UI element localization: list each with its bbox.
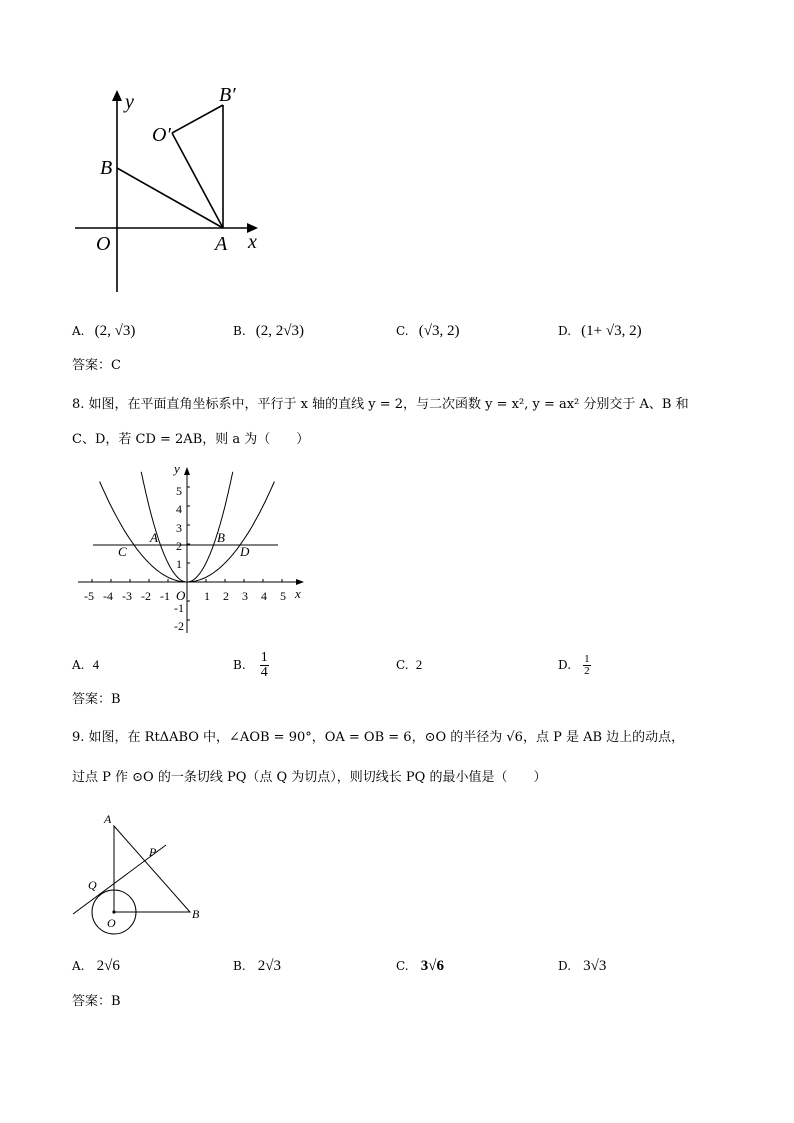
y-tick-label: 1 [176,557,182,571]
numerator: 1 [584,653,590,665]
q9-option-c[interactable] [396,956,444,977]
option-letter: C. [396,658,409,672]
label-B: B [192,907,200,921]
q9-line-1: 9. 如图，在 RtΔABO 中，∠AOB = 90°，OA = OB = 6，⊙O 的半径为 √6，点 P 是 AB 边上的动点， [72,730,685,745]
x-tick-label: 3 [242,589,248,603]
x-tick-label: 1 [204,589,210,603]
option-letter: D. [558,658,572,672]
denominator: 4 [260,665,268,680]
x-tick-label: 5 [280,589,286,603]
fraction-one-half [583,654,591,677]
q9-line-2: 过点 P 作 ⊙O 的一条切线 PQ（点 Q 为切点），则切线长 PQ 的最小值是（ ） [72,770,547,785]
option-value: 4 [92,657,100,672]
origin-label: O [176,588,186,603]
q9-option-a[interactable] [72,956,120,977]
y-tick-label: 2 [176,539,182,553]
q7-answer: 答案：C [72,358,121,373]
q7-option-c[interactable] [396,321,459,342]
q8-option-a[interactable] [72,655,99,676]
option-letter: A. [72,658,85,672]
option-value: 2 [415,657,423,672]
point-label-A: A [150,530,158,545]
y-tick-label: -1 [174,601,184,615]
q9-option-b[interactable] [233,956,281,977]
point-label-C: C [118,544,127,559]
label-y: y [125,91,134,113]
q7-option-d[interactable] [558,321,642,342]
axis-label-y: y [174,461,180,476]
q8-line-2: C、D，若 CD = 2AB，则 a 为（ ） [72,432,310,447]
label-x: x [248,231,257,253]
q9-answer: 答案：B [72,994,121,1009]
option-letter: C. [396,324,409,338]
option-letter: B. [233,959,246,973]
triangle-ABO [114,826,190,912]
y-tick-label: -2 [174,619,184,633]
x-tick-label: -5 [84,589,94,603]
point-label-B: B [217,530,225,545]
y-tick-label: 5 [176,484,182,498]
y-axis-arrow-icon [184,467,190,475]
option-letter: D. [558,959,572,973]
q9-option-d[interactable] [558,956,606,977]
option-value: (√3, 2) [418,323,460,339]
fraction-one-quarter [260,651,269,680]
x-tick-label: -2 [141,589,151,603]
axis-label-x: x [295,586,301,601]
x-axis-arrow-icon [296,579,304,585]
y-tick-label: 3 [176,521,182,535]
y-axis-arrow-icon [112,90,122,101]
x-tick-label: -3 [122,589,132,603]
option-value: 3√3 [583,958,607,974]
option-letter: B. [233,324,246,338]
segment-B-prime-O-prime [172,105,223,133]
x-tick-label: 2 [223,589,229,603]
option-letter: A. [72,959,85,973]
q7-option-b[interactable] [233,321,304,342]
denominator: 2 [584,665,590,677]
label-O-prime: O′ [152,124,171,146]
label-B-prime: B′ [219,84,236,106]
label-Q: Q [88,878,97,892]
option-value: 2√6 [96,958,120,974]
x-tick-label: -4 [103,589,113,603]
label-A: A [215,233,228,255]
label-A: A [104,812,112,826]
figure-q7 [0,0,794,320]
q8-line-1: 8. 如图，在平面直角坐标系中，平行于 x 轴的直线 y = 2，与二次函数 y = x², y = ax² 分别交于 A、B 和 [72,397,689,412]
label-O: O [96,233,111,255]
option-letter: C. [396,959,409,973]
option-value: (2, √3) [94,323,136,339]
q8-option-d[interactable] [558,648,591,683]
y-tick-label: 4 [176,502,182,516]
x-tick-label: 4 [261,589,267,603]
numerator: 1 [260,650,268,665]
q8-option-c[interactable] [396,655,422,676]
q7-option-a[interactable] [72,321,135,342]
option-letter: A. [72,324,85,338]
option-value: 3√6 [420,958,444,974]
label-O: O [107,916,116,930]
option-value: (2, 2√3) [255,323,305,339]
option-letter: B. [233,658,246,672]
q8-answer: 答案：B [72,692,121,707]
option-letter: D. [558,324,572,338]
center-dot-O [112,910,115,913]
label-B: B [100,157,113,179]
point-label-D: D [240,544,250,559]
q8-option-b[interactable] [233,645,269,686]
figure-q8-graph [70,455,320,640]
label-P: P [149,845,157,859]
option-value: (1+ √3, 2) [581,323,642,339]
x-tick-label: -1 [160,589,170,603]
figure-q9 [60,805,220,940]
option-value: 2√3 [257,958,282,974]
